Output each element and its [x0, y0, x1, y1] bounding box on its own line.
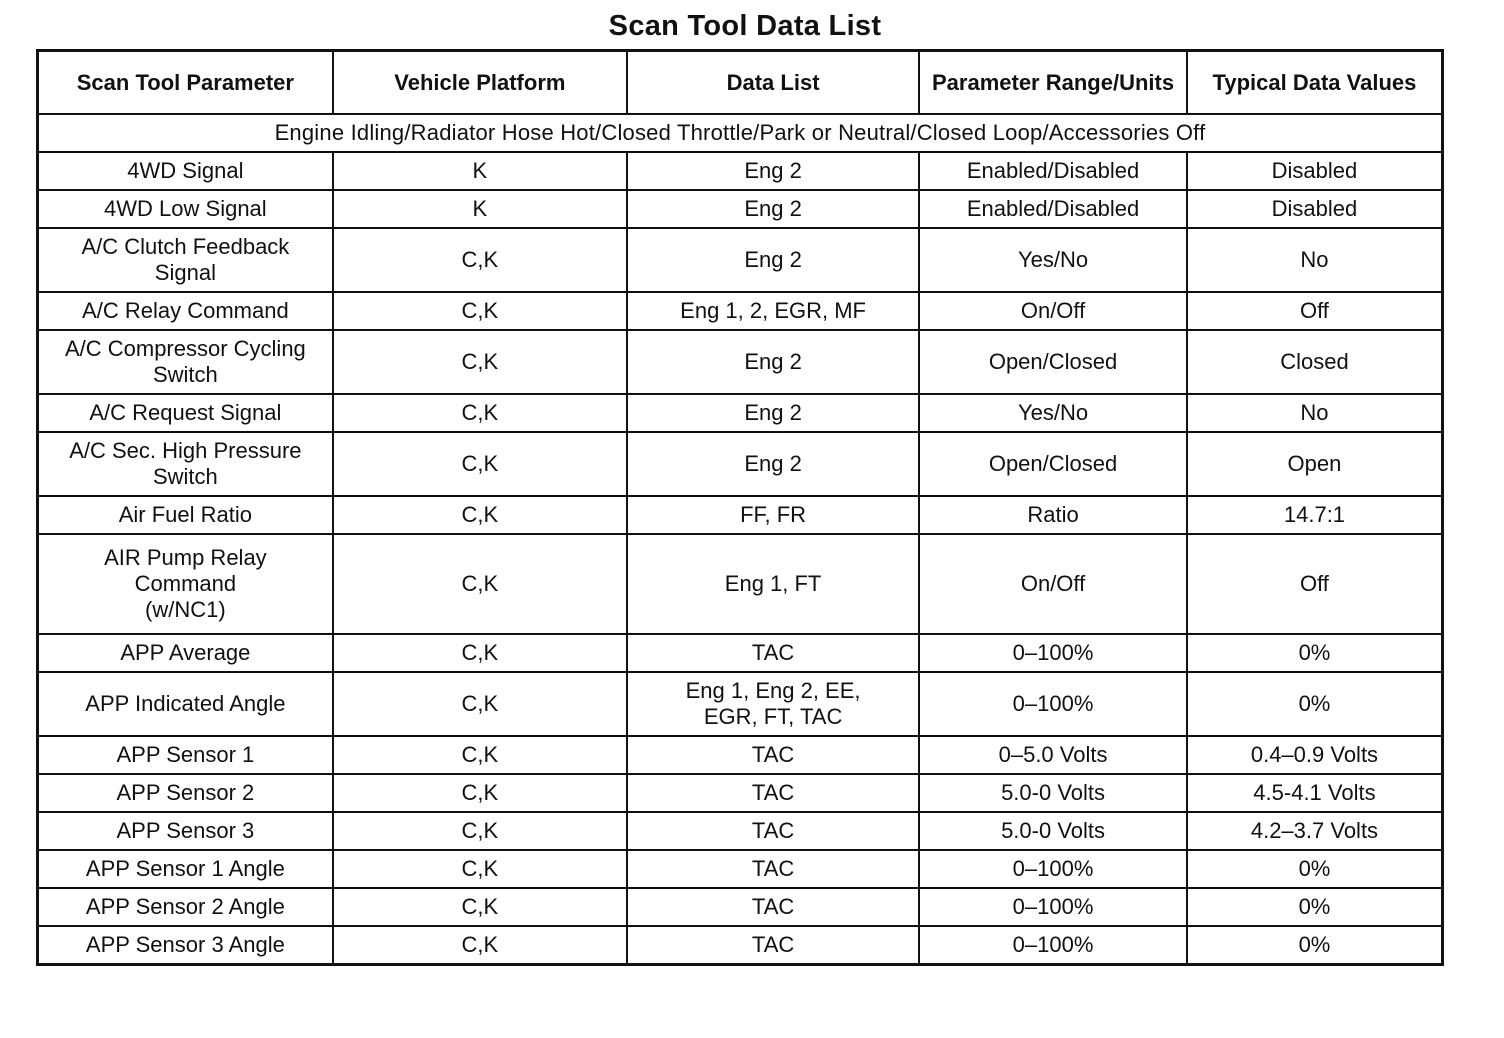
- table-row: [38, 736, 1443, 774]
- header-typical-line: Values: [1346, 69, 1417, 95]
- cell-vehicle-platform: C,K: [333, 888, 627, 926]
- table-row: [38, 496, 1443, 534]
- cell-data-list-line: TAC: [751, 856, 795, 881]
- cell-parameter: [38, 228, 333, 292]
- cell-typical-value: Closed: [1187, 330, 1443, 394]
- cell-parameter-line: A/C Relay Command: [82, 298, 289, 323]
- cell-data-list: [627, 330, 919, 394]
- cell-typical-value: Open: [1187, 432, 1443, 496]
- cell-range-units: 5.0-0 Volts: [919, 774, 1187, 812]
- table-row: [38, 850, 1443, 888]
- header-range-line: Range/Units: [1045, 69, 1175, 95]
- cell-vehicle-platform: K: [333, 152, 627, 190]
- cell-typical-value: 0%: [1187, 926, 1443, 965]
- cell-range-units: On/Off: [919, 534, 1187, 634]
- cell-data-list: [627, 634, 919, 672]
- cell-range-units: 0–100%: [919, 888, 1187, 926]
- header-typical-line: Typical Data: [1212, 69, 1341, 95]
- cell-parameter-line: Signal: [154, 260, 216, 285]
- cell-data-list-line: Eng 2: [744, 247, 802, 272]
- table-row: [38, 634, 1443, 672]
- cell-parameter-line: APP Sensor 2: [116, 780, 255, 805]
- table-row: [38, 228, 1443, 292]
- cell-parameter: [38, 496, 333, 534]
- cell-typical-value: No: [1187, 228, 1443, 292]
- table-row: [38, 292, 1443, 330]
- cell-vehicle-platform: C,K: [333, 736, 627, 774]
- cell-data-list: [627, 228, 919, 292]
- cell-parameter-line: A/C Clutch Feedback: [81, 234, 290, 259]
- cell-typical-value: 0%: [1187, 888, 1443, 926]
- cell-vehicle-platform: C,K: [333, 292, 627, 330]
- cell-data-list: [627, 736, 919, 774]
- cell-range-units: Open/Closed: [919, 432, 1187, 496]
- cell-parameter-line: A/C Compressor Cycling: [64, 336, 306, 361]
- table-row: [38, 432, 1443, 496]
- cell-typical-value: 0%: [1187, 850, 1443, 888]
- cell-range-units: 0–100%: [919, 926, 1187, 965]
- cell-range-units: 0–100%: [919, 634, 1187, 672]
- cell-data-list: [627, 496, 919, 534]
- cell-vehicle-platform: C,K: [333, 850, 627, 888]
- cell-range-units: Yes/No: [919, 394, 1187, 432]
- operating-conditions: Engine Idling/Radiator Hose Hot/Closed Throttle/Park or Neutral/Closed Loop/Accessories Off: [38, 114, 1443, 152]
- cell-vehicle-platform: C,K: [333, 672, 627, 736]
- cell-data-list: [627, 850, 919, 888]
- cell-data-list: [627, 888, 919, 926]
- cell-vehicle-platform: C,K: [333, 330, 627, 394]
- table-row: [38, 812, 1443, 850]
- cell-data-list: [627, 292, 919, 330]
- cell-range-units: Ratio: [919, 496, 1187, 534]
- cell-parameter: [38, 850, 333, 888]
- cell-range-units: Enabled/Disabled: [919, 190, 1187, 228]
- table-row: [38, 672, 1443, 736]
- cell-data-list-line: Eng 1, FT: [724, 571, 822, 596]
- cell-range-units: Yes/No: [919, 228, 1187, 292]
- cell-parameter-line: Command: [134, 571, 237, 596]
- cell-parameter-line: AIR Pump Relay: [104, 545, 267, 570]
- cell-typical-value: 14.7:1: [1187, 496, 1443, 534]
- header-parameter-range-units: [919, 51, 1187, 115]
- cell-vehicle-platform: K: [333, 190, 627, 228]
- cell-vehicle-platform: C,K: [333, 812, 627, 850]
- cell-data-list-line: TAC: [751, 932, 795, 957]
- cell-vehicle-platform: C,K: [333, 228, 627, 292]
- table-row: [38, 330, 1443, 394]
- cell-data-list-line: EGR, FT, TAC: [703, 704, 843, 729]
- cell-data-list-line: TAC: [751, 780, 795, 805]
- cell-range-units: Open/Closed: [919, 330, 1187, 394]
- cell-typical-value: Disabled: [1187, 152, 1443, 190]
- cell-typical-value: 0%: [1187, 672, 1443, 736]
- cell-parameter: [38, 774, 333, 812]
- cell-data-list: [627, 926, 919, 965]
- cell-data-list-line: Eng 1, Eng 2, EE,: [685, 678, 861, 703]
- cell-typical-value: 0.4–0.9 Volts: [1187, 736, 1443, 774]
- condition-row: [38, 114, 1443, 152]
- cell-typical-value: 4.5-4.1 Volts: [1187, 774, 1443, 812]
- cell-parameter: [38, 190, 333, 228]
- cell-vehicle-platform: C,K: [333, 926, 627, 965]
- cell-parameter-line: Switch: [152, 362, 218, 387]
- cell-parameter: [38, 812, 333, 850]
- cell-parameter: [38, 330, 333, 394]
- cell-data-list-line: TAC: [751, 818, 795, 843]
- cell-typical-value: No: [1187, 394, 1443, 432]
- cell-parameter-line: APP Sensor 1 Angle: [85, 856, 285, 881]
- cell-range-units: 0–100%: [919, 672, 1187, 736]
- cell-data-list-line: Eng 2: [744, 349, 802, 374]
- document-title: Scan Tool Data List: [608, 10, 882, 42]
- header-data-list: Data List: [627, 51, 919, 115]
- cell-data-list: [627, 672, 919, 736]
- cell-data-list-line: Eng 2: [744, 451, 802, 476]
- header-typical-data-values: [1187, 51, 1443, 115]
- header-vehicle-platform: Vehicle Platform: [333, 51, 627, 115]
- cell-parameter-line: Air Fuel Ratio: [118, 502, 253, 527]
- cell-parameter-line: APP Sensor 3: [116, 818, 255, 843]
- cell-data-list-line: FF, FR: [740, 502, 807, 527]
- cell-range-units: On/Off: [919, 292, 1187, 330]
- cell-typical-value: Off: [1187, 292, 1443, 330]
- cell-parameter-line: 4WD Low Signal: [104, 196, 267, 221]
- cell-vehicle-platform: C,K: [333, 394, 627, 432]
- cell-vehicle-platform: C,K: [333, 634, 627, 672]
- cell-data-list-line: Eng 2: [744, 196, 802, 221]
- cell-parameter-line: A/C Request Signal: [89, 400, 282, 425]
- cell-parameter: [38, 152, 333, 190]
- table-body: [38, 114, 1443, 965]
- cell-data-list-line: TAC: [751, 894, 795, 919]
- cell-typical-value: Disabled: [1187, 190, 1443, 228]
- cell-vehicle-platform: C,K: [333, 534, 627, 634]
- cell-parameter-line: A/C Sec. High Pressure: [69, 438, 302, 463]
- cell-typical-value: 0%: [1187, 634, 1443, 672]
- cell-data-list: [627, 534, 919, 634]
- table-row: [38, 888, 1443, 926]
- cell-data-list-line: TAC: [751, 640, 795, 665]
- cell-parameter: [38, 534, 333, 634]
- cell-parameter-line: APP Sensor 1: [116, 742, 255, 767]
- cell-parameter: [38, 634, 333, 672]
- cell-data-list: [627, 812, 919, 850]
- header-range-line: Parameter: [931, 69, 1040, 95]
- table-row: [38, 774, 1443, 812]
- cell-parameter-line: APP Indicated Angle: [85, 691, 286, 716]
- table-row: [38, 152, 1443, 190]
- cell-data-list: [627, 774, 919, 812]
- cell-range-units: 0–5.0 Volts: [919, 736, 1187, 774]
- cell-range-units: Enabled/Disabled: [919, 152, 1187, 190]
- cell-range-units: 5.0-0 Volts: [919, 812, 1187, 850]
- cell-parameter: [38, 736, 333, 774]
- cell-parameter: [38, 672, 333, 736]
- cell-parameter: [38, 432, 333, 496]
- table-row: [38, 926, 1443, 965]
- header-scan-tool-parameter: Scan Tool Parameter: [38, 51, 333, 115]
- cell-data-list-line: Eng 1, 2, EGR, MF: [680, 298, 866, 323]
- cell-range-units: 0–100%: [919, 850, 1187, 888]
- table-row: [38, 190, 1443, 228]
- cell-data-list-line: Eng 2: [744, 400, 802, 425]
- cell-data-list-line: TAC: [751, 742, 795, 767]
- cell-vehicle-platform: C,K: [333, 774, 627, 812]
- cell-parameter: [38, 394, 333, 432]
- cell-parameter-line: APP Average: [120, 640, 251, 665]
- cell-parameter-line: Switch: [152, 464, 218, 489]
- cell-data-list: [627, 190, 919, 228]
- cell-parameter: [38, 888, 333, 926]
- cell-data-list: [627, 152, 919, 190]
- cell-data-list: [627, 432, 919, 496]
- table-row: [38, 534, 1443, 634]
- cell-data-list: [627, 394, 919, 432]
- header-row: [38, 51, 1443, 115]
- cell-parameter-line: 4WD Signal: [127, 158, 244, 183]
- cell-parameter-line: APP Sensor 3 Angle: [85, 932, 285, 957]
- cell-vehicle-platform: C,K: [333, 432, 627, 496]
- cell-typical-value: Off: [1187, 534, 1443, 634]
- cell-typical-value: 4.2–3.7 Volts: [1187, 812, 1443, 850]
- cell-data-list-line: Eng 2: [744, 158, 802, 183]
- cell-parameter: [38, 926, 333, 965]
- cell-parameter-line: (w/NC1): [145, 597, 226, 622]
- cell-parameter-line: APP Sensor 2 Angle: [85, 894, 285, 919]
- table-row: [38, 394, 1443, 432]
- cell-parameter: [38, 292, 333, 330]
- scan-tool-data-table: [36, 49, 1444, 966]
- cell-vehicle-platform: C,K: [333, 496, 627, 534]
